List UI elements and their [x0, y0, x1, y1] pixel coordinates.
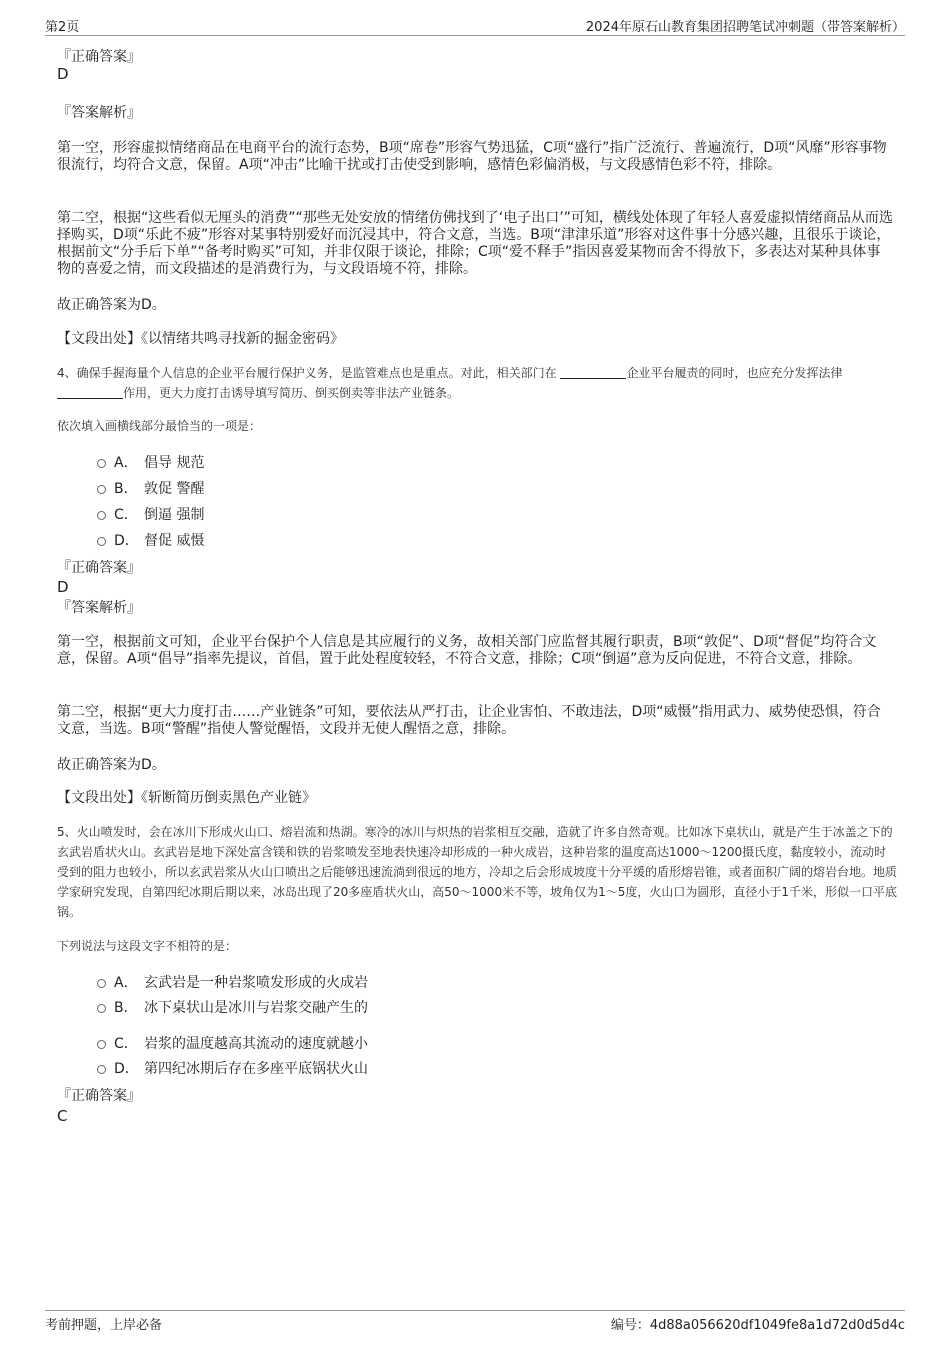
q5-prompt: 下列说法与这段文字不相符的是：: [57, 939, 238, 953]
q4-stem: [57, 363, 897, 403]
q3-analysis-p1: 第一空，形容虚拟情绪商品在电商平台的流行态势，B项“席卷”形容气势迅猛，C项“盛行”指广泛流行、普遍流行，D项“风靡”形容事物很流行，均符合文意，保留。A项“冲击”比喻干扰或打击使受到影响，感情色彩偏消极，与文段感情色彩不符，排除。: [57, 140, 887, 173]
q4-option-d[interactable]: D． 督促 威慑: [97, 532, 204, 550]
q4-stem-part3: 作用，更大力度打击诱导填写简历、倒买倒卖等非法产业链条。: [123, 386, 460, 400]
q4-analysis-p2: 第二空，根据“更大力度打击……产业链条”可知，要依法从严打击，让企业害怕、不敢违法，D项“威慑”指用武力、威势使恐惧，符合文意，当选。B项“警醒”指使人警觉醒悟，文段并无使人醒悟之意，排除。: [57, 704, 881, 737]
footer-document-id: 编号：4d88a056620df1049fe8a1d72d0d5d4c: [610, 1318, 905, 1333]
q5-option-c[interactable]: C． 岩浆的温度越高其流动的速度就越小: [97, 1035, 368, 1053]
q4-analysis-label: 『答案解析』: [57, 600, 141, 616]
q4-stem-part1: 4、确保手握海量个人信息的企业平台履行保护义务，是监管难点也是重点。对此，相关部门在: [57, 366, 557, 380]
q4-stem-part2: 企业平台履责的同时，也应充分发挥法律: [626, 366, 843, 380]
q4-correct-answer: D: [57, 578, 69, 596]
q5-stem: 5、火山喷发时，会在冰川下形成火山口、熔岩流和热湖。寒冷的冰川与炽热的岩浆相互交融，造就了许多自然奇观。比如冰下桌状山，就是产生于冰盖之下的玄武岩盾状火山。玄武岩是地下深处富含镁和铁的岩浆喷发至地表快速冷却形成的一种火成岩，这种岩浆的温度高达1000～1200摄氏度，黏度较小，流动时受到的阻力也较小，所以玄武岩浆从火山口喷出之后能够迅速流淌到很远的地方，冷却之后会形成坡度十分平缓的盾形熔岩锥，或者面积广阔的熔岩台地。地质学家研究发现，自第四纪冰期后期以来，冰岛出现了20多座盾状火山，高50～1000米不等，坡角仅为1～5度，火山口为圆形，直径小于1千米，形似一口平底锅。: [57, 825, 898, 919]
page-number: 第2页: [45, 20, 80, 35]
q3-analysis-label: 『答案解析』: [57, 105, 141, 121]
q4-option-c[interactable]: C． 倒逼 强制: [97, 506, 204, 524]
q3-source: 【文段出处】《以情绪共鸣寻找新的掘金密码》: [57, 331, 344, 347]
q4-correct-label: 『正确答案』: [57, 560, 141, 576]
q4-analysis-p1: 第一空，根据前文可知，企业平台保护个人信息是其应履行的义务，故相关部门应监督其履行职责，B项“敦促”、D项“督促”均符合文意，保留。A项“倡导”指率先提议，首倡，置于此处程度较轻，不符合文意，排除；C项“倒逼”意为反向促进，不符合文意，排除。: [57, 634, 877, 667]
q3-correct-answer: D: [57, 65, 69, 83]
radio-icon[interactable]: [97, 1065, 106, 1074]
radio-icon[interactable]: [97, 459, 106, 468]
footer-slogan: 考前押题，上岸必备: [45, 1318, 163, 1333]
radio-icon[interactable]: [97, 485, 106, 494]
q3-analysis-p2: 第二空，根据“这些看似无厘头的消费”“那些无处安放的情绪仿佛找到了‘电子出口’”可知，横线处体现了年轻人喜爱虚拟情绪商品从而选择购买，D项“乐此不疲”形容对某事特别爱好而沉浸其中，符合文意，当选。B项“津津乐道”形容对这件事十分感兴趣，且很乐于谈论，根据前文“分手后下单”“备考时购买”可知，并非仅限于谈论，排除；C项“爱不释手”指因喜爱某物而舍不得放下，多表达对某种具体事物的喜爱之情，而文段描述的是消费行为，与文段语境不符，排除。: [57, 210, 893, 277]
q3-correct-label: 『正确答案』: [57, 49, 141, 65]
q4-blank-1: [560, 367, 626, 379]
q4-option-a[interactable]: A． 倡导 规范: [97, 454, 204, 472]
radio-icon[interactable]: [97, 1004, 106, 1013]
q4-blank-2: [57, 387, 123, 399]
radio-icon[interactable]: [97, 537, 106, 546]
radio-icon[interactable]: [97, 979, 106, 988]
q3-conclusion: 故正确答案为D。: [57, 297, 166, 313]
radio-icon[interactable]: [97, 511, 106, 520]
q4-option-b[interactable]: B． 敦促 警醒: [97, 480, 204, 498]
q5-option-b[interactable]: B． 冰下桌状山是冰川与岩浆交融产生的: [97, 999, 368, 1017]
page-footer: [45, 1310, 905, 1333]
q4-conclusion: 故正确答案为D。: [57, 757, 166, 773]
page-header: [45, 14, 905, 36]
q5-option-a[interactable]: A． 玄武岩是一种岩浆喷发形成的火成岩: [97, 974, 368, 992]
q4-source: 【文段出处】《斩断简历倒卖黑色产业链》: [57, 790, 316, 806]
document-title: 2024年原石山教育集团招聘笔试冲刺题（带答案解析）: [585, 20, 905, 35]
radio-icon[interactable]: [97, 1040, 106, 1049]
q5-correct-label: 『正确答案』: [57, 1088, 141, 1104]
q5-option-d[interactable]: D． 第四纪冰期后存在多座平底锅状火山: [97, 1060, 368, 1078]
q5-correct-answer: C: [57, 1107, 68, 1125]
q4-prompt: 依次填入画横线部分最恰当的一项是：: [57, 419, 262, 433]
